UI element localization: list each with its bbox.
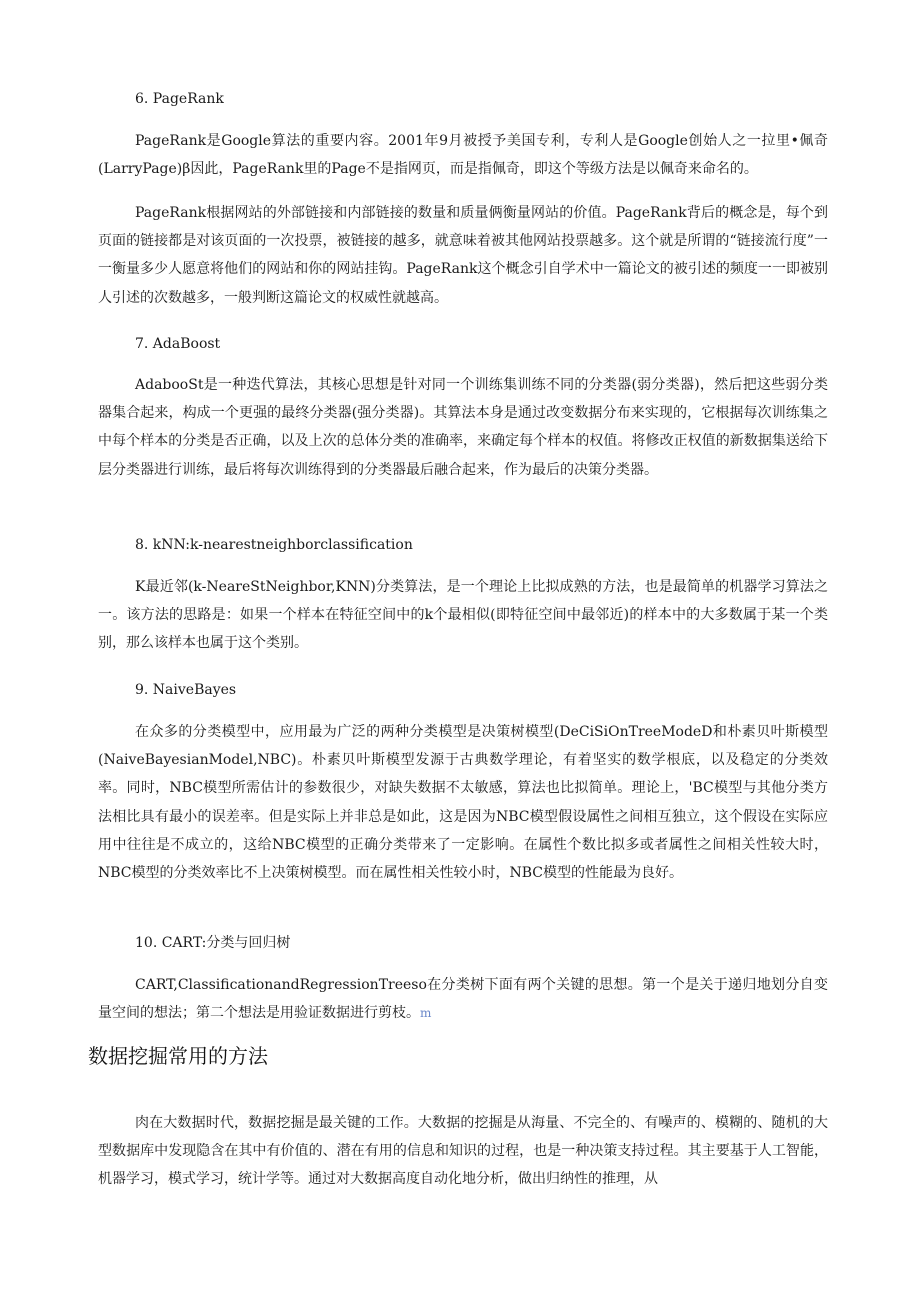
trailing-marker: m xyxy=(420,1006,432,1021)
naivebayes-paragraph: 在众多的分类模型中，应用最为广泛的两种分类模型是决策树模型(DeCiSiOnTreeModeD和朴素贝叶斯模型(NaiveBayesianModel,NBC)。朴素贝叶斯模型发源于古典数学理论，有着坚实的数学根底，以及稳定的分类效率。同时，NBC模型所需估计的参数很少，对缺失数据不太敏感，算法也比拟简单。理论上，'BC模型与其他分类方法相比具有最小的误差率。但是实际上并非总是如此，这是因为NBC模型假设属性之间相互独立，这个假设在实际应用中往往是不成立的，这给NBC模型的正确分类带来了一定影响。在属性个数比拟多或者属性之间相关性较大时，NBC模型的分类效率比不上决策树模型。而在属性相关性较小时，NBC模型的性能最为良好。 xyxy=(98,724,828,882)
section-heading-adaboost: 7. AdaBoost xyxy=(135,336,221,352)
knn-paragraph: K最近邻(k-NeareStNeighbor,KNN)分类算法，是一个理论上比拟成熟的方法，也是最简单的机器学习算法之一。该方法的思路是：如果一个样本在特征空间中的k个最相似(即特征空间中最邻近)的样本中的大多数属于某一个类别，那么该样本也属于这个类别。 xyxy=(98,579,828,652)
section-heading-cart: 10. CART:分类与回归树 xyxy=(135,935,291,951)
section-heading-naivebayes: 9. NaiveBayes xyxy=(135,682,237,698)
cart-paragraph-text: CART,ClassificationandRegressionTreeso在分类树下面有两个关键的思想。第一个是关于递归地划分自变量空间的想法；第二个想法是用验证数据进行剪枝。 xyxy=(98,977,828,1022)
pagerank-paragraph-2: PageRank根据网站的外部链接和内部链接的数量和质量俩衡量网站的价值。PageRank背后的概念是，每个到页面的链接都是对该页面的一次投票，被链接的越多，就意味着被其他网站投票越多。这个就是所谓的“链接流行度”一一衡量多少人愿意将他们的网站和你的网站挂钩。PageRank这个概念引自学术中一篇论文的被引述的频度一一即被别人引述的次数越多，一般判断这篇论文的权威性就越高。 xyxy=(98,205,828,306)
cart-paragraph xyxy=(98,971,828,1027)
adaboost-paragraph: AdabooSt是一种迭代算法，其核心思想是针对同一个训练集训练不同的分类器(弱分类器)，然后把这些弱分类器集合起来，构成一个更强的最终分类器(强分类器)。其算法本身是通过改变数据分布来实现的，它根据每次训练集之中每个样本的分类是否正确，以及上次的总体分类的准确率，来确定每个样本的权值。将修改正权值的新数据集送给下层分类器进行训练，最后将每次训练得到的分类器最后融合起来，作为最后的决策分类器。 xyxy=(98,377,828,478)
intro-paragraph: 肉在大数据时代，数据挖掘是最关键的工作。大数据的挖掘是从海量、不完全的、有噪声的、模糊的、随机的大型数据库中发现隐含在其中有价值的、潜在有用的信息和知识的过程，也是一种决策支持过程。其主要基于人工智能，机器学习，模式学习，统计学等。通过对大数据高度自动化地分析，做出归纳性的推理，从 xyxy=(98,1115,828,1188)
section-heading-pagerank: 6. PageRank xyxy=(135,91,224,107)
section-title: 数据挖掘常用的方法 xyxy=(88,1044,268,1068)
section-heading-knn: 8. kNN:k-nearestneighborclassification xyxy=(135,537,413,553)
pagerank-paragraph-1: PageRank是Google算法的重要内容。2001年9月被授予美国专利，专利人是Google创始人之一拉里•佩奇(LarryPage)β因此，PageRank里的Page不是指网页，而是指佩奇，即这个等级方法是以佩奇来命名的。 xyxy=(98,133,828,178)
